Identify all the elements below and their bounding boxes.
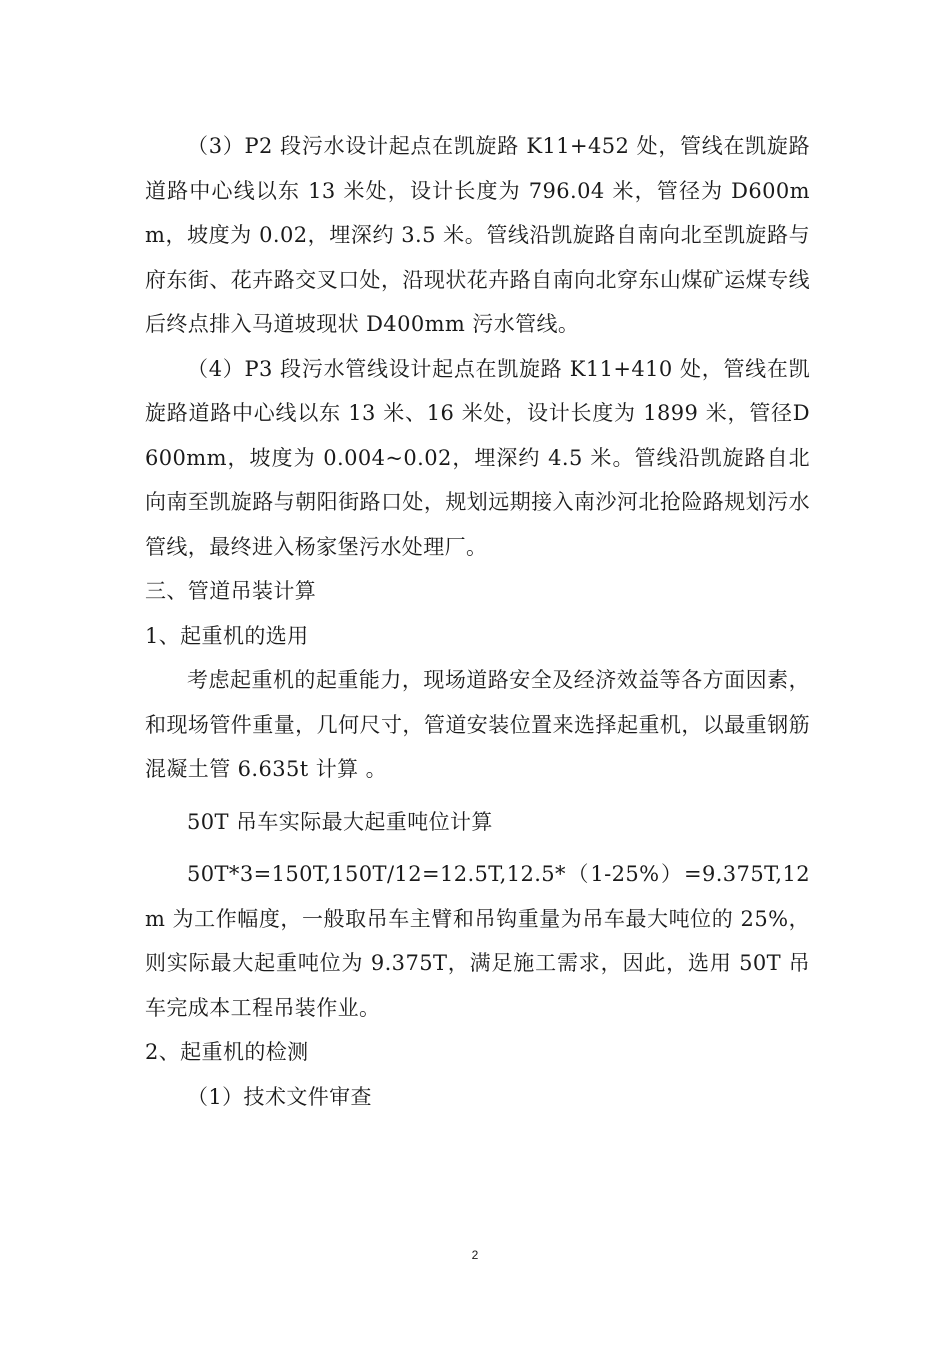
paragraph-document-review: （1）技术文件审查 — [187, 1084, 372, 1109]
page-number: 2 — [471, 1248, 479, 1262]
subsection-heading-crane-selection: 1、起重机的选用 — [145, 623, 309, 648]
paragraph-p2-section: （3）P2 段污水设计起点在凯旋路 K11+452 处，管线在凯旋路道路中心线以东 13 米处，设计长度为 796.04 米，管径为 D600mm，坡度为 0.02，埋深约 3.5 米。管线沿凯旋路自南向北至凯旋路与府东街、花卉路交叉口处，沿现状花卉路自南向北穿东山煤矿运煤专线后终点排入马道坡现状 D400mm 污水管线。 — [145, 134, 810, 336]
paragraph-crane-selection: 考虑起重机的起重能力，现场道路安全及经济效益等各方面因素，和现场管件重量，几何尺寸，管道安装位置来选择起重机，以最重钢筋混凝土管 6.635t 计算 。 — [145, 668, 810, 781]
paragraph-calculation-detail: 50T*3=150T,150T/12=12.5T,12.5*（1-25%）=9.375T,12m 为工作幅度，一般取吊车主臂和吊钩重量为吊车最大吨位的 25%，则实际最大起重吨位为 9.375T，满足施工需求，因此，选用 50T 吊车完成本工程吊装作业。 — [145, 862, 810, 1020]
paragraph-p3-section: （4）P3 段污水管线设计起点在凯旋路 K11+410 处，管线在凯旋路道路中心线以东 13 米、16 米处，设计长度为 1899 米，管径D600mm，坡度为 0.004~0.02，埋深约 4.5 米。管线沿凯旋路自北向南至凯旋路与朝阳街路口处，规划远期接入南沙河北抢险路规划污水管线，最终进入杨家堡污水处理厂。 — [145, 356, 810, 559]
paragraph-calculation-title: 50T 吊车实际最大起重吨位计算 — [187, 809, 493, 834]
subsection-heading-crane-inspection: 2、起重机的检测 — [145, 1040, 309, 1064]
section-heading-lifting-calculation: 三、管道吊装计算 — [145, 579, 317, 603]
